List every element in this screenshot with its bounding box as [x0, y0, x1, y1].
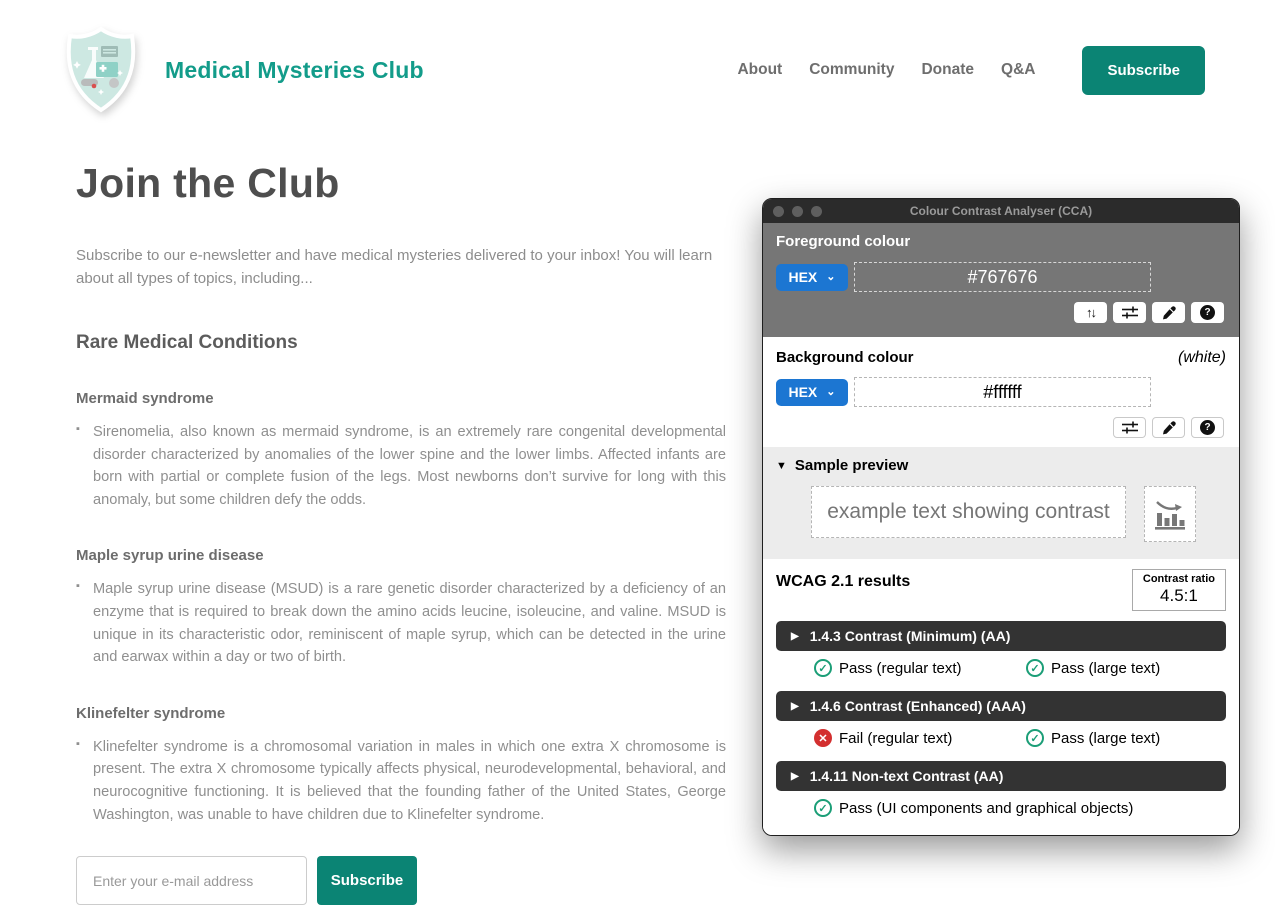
background-colour-label: Background colour [776, 349, 914, 366]
sample-preview-label: Sample preview [794, 457, 909, 474]
pass-check-icon: ✓ [1026, 659, 1044, 677]
help-icon: ? [1200, 420, 1215, 435]
minimize-button[interactable] [792, 206, 803, 217]
brand-title: Medical Mysteries Club [165, 56, 424, 83]
swap-icon: ↑↓ [1086, 305, 1095, 320]
pass-check-icon: ✓ [814, 799, 832, 817]
sample-preview-body [776, 486, 1226, 542]
foreground-hex-row [776, 262, 1226, 292]
nav-item-donate[interactable]: Donate [921, 61, 975, 78]
pass-check-icon: ✓ [814, 659, 832, 677]
site-header [0, 0, 1275, 114]
outcome-large-text [1026, 729, 1160, 747]
outcome-label: Pass (large text) [1051, 659, 1161, 677]
cca-titlebar[interactable] [763, 199, 1239, 223]
foreground-colour-section [763, 223, 1239, 337]
background-help-button[interactable] [1191, 417, 1224, 438]
swap-colours-button[interactable] [1074, 302, 1107, 323]
section-title: Rare Medical Conditions [76, 332, 298, 353]
collapse-triangle-icon: ▼ [776, 459, 787, 472]
test-bar-1-4-6[interactable] [776, 691, 1226, 721]
intro-paragraph: Subscribe to our e-newsletter and have medical mysteries delivered to your inbox! You will learn about all types of topics, including... [76, 247, 713, 287]
background-label-row [776, 349, 1226, 367]
wcag-results-section [763, 559, 1239, 835]
condition-description: ▪ Maple syrup urine disease (MSUD) is a rare genetic disorder characterized by a deficiency of an enzyme that is required to break down the amino acids leucine, isoleucine, and valine. MSUD is unique in its characteristic odor, reminiscent of maple syrup, which can be detected in the urine and earwax within a day or two of birth. [76, 578, 726, 668]
contrast-ratio-box [1132, 569, 1226, 611]
outcome-large-text [1026, 659, 1160, 677]
nav-item-qa[interactable]: Q&A [1001, 61, 1036, 78]
expand-triangle-icon: ▶ [791, 630, 799, 642]
results-header [776, 569, 1226, 611]
header-subscribe-button[interactable]: Subscribe [1082, 46, 1205, 95]
background-tools [776, 417, 1226, 438]
main-content [76, 160, 726, 909]
foreground-tools [776, 302, 1226, 323]
fail-cross-icon: ✕ [814, 729, 832, 747]
sliders-icon [1122, 421, 1138, 435]
eyedropper-button[interactable] [1152, 302, 1185, 323]
close-button[interactable] [773, 206, 784, 217]
sliders-icon [1122, 306, 1138, 320]
condition-list [76, 421, 726, 511]
outcome-ui-components [814, 799, 1133, 817]
results-title: WCAG 2.1 results [776, 573, 911, 590]
sample-preview-toggle[interactable] [776, 457, 1226, 474]
outcome-regular-text [814, 729, 1026, 747]
test-name: 1.4.11 Non-text Contrast (AA) [809, 768, 1004, 784]
form-subscribe-button[interactable]: Subscribe [317, 856, 417, 905]
cca-window [762, 198, 1240, 836]
eyedropper-icon [1162, 306, 1176, 320]
chevron-down-icon: ⌄ [826, 385, 836, 398]
condition-list [76, 578, 726, 668]
nav-item-community[interactable]: Community [809, 61, 895, 78]
adjust-colour-button[interactable] [1113, 417, 1146, 438]
nav-item-about[interactable]: About [737, 61, 783, 78]
expand-triangle-icon: ▶ [791, 770, 799, 782]
foreground-format-select[interactable] [776, 264, 848, 291]
sample-text-box: example text showing contrast [811, 486, 1126, 538]
outcome-label: Pass (large text) [1051, 729, 1161, 747]
background-hex-row [776, 377, 1226, 407]
background-colour-name: (white) [1177, 349, 1226, 366]
sample-preview-section [763, 447, 1239, 559]
background-format-select[interactable] [776, 379, 848, 406]
outcome-label: Pass (regular text) [839, 659, 962, 677]
test-outcomes-1-4-11 [776, 791, 1226, 821]
newsletter-signup-form [76, 856, 726, 905]
foreground-colour-label: Foreground colour [776, 233, 911, 250]
test-bar-1-4-3[interactable] [776, 621, 1226, 651]
contrast-ratio-label: Contrast ratio [1142, 573, 1215, 585]
expand-triangle-icon: ▶ [791, 700, 799, 712]
foreground-help-button[interactable] [1191, 302, 1224, 323]
condition-heading-msud: Maple syrup urine disease [76, 547, 264, 565]
background-colour-section [763, 337, 1239, 447]
chevron-down-icon: ⌄ [826, 270, 836, 283]
test-name: 1.4.3 Contrast (Minimum) (AA) [809, 628, 1011, 644]
eyedropper-icon [1162, 421, 1176, 435]
outcome-regular-text [814, 659, 1026, 677]
bar-chart-icon [1153, 496, 1187, 532]
main-nav [737, 46, 1205, 95]
club-logo-shield-icon [63, 26, 139, 114]
outcome-label: Pass (UI components and graphical objects) [839, 799, 1134, 817]
adjust-colour-button[interactable] [1113, 302, 1146, 323]
zoom-button[interactable] [811, 206, 822, 217]
foreground-format-value: HEX [788, 269, 818, 285]
outcome-label: Fail (regular text) [839, 729, 953, 747]
test-bar-1-4-11[interactable] [776, 761, 1226, 791]
page-title: Join the Club [76, 160, 340, 206]
pass-check-icon: ✓ [1026, 729, 1044, 747]
condition-list [76, 736, 726, 826]
sample-graphics-button[interactable] [1144, 486, 1196, 542]
test-outcomes-1-4-3 [776, 651, 1226, 681]
help-icon: ? [1200, 305, 1215, 320]
condition-description: ▪ Sirenomelia, also known as mermaid syndrome, is an extremely rare congenital developmental disorder characterized by anomalies of the lower spine and the lower limbs. Affected infants are born with partial or complete fusion of the legs. Most newborns don’t survive for long with this anomaly, but some children defy the odds. [76, 421, 726, 511]
email-input[interactable] [76, 856, 307, 905]
eyedropper-button[interactable] [1152, 417, 1185, 438]
window-controls [773, 199, 822, 223]
condition-description: ▪ Klinefelter syndrome is a chromosomal variation in males in which one extra X chromosome is present. The extra X chromosome typically affects physical, neurodevelopmental, behavioral, and neurocognitive functioning. It is believed that the founding father of the United States, George Washington, was unable to have children due to Klinefelter syndrome. [76, 736, 726, 826]
condition-heading-mermaid: Mermaid syndrome [76, 390, 214, 407]
condition-heading-klinefelter: Klinefelter syndrome [76, 704, 226, 722]
background-hex-input[interactable] [854, 377, 1151, 407]
contrast-ratio-value: 4.5:1 [1160, 586, 1198, 605]
test-outcomes-1-4-6 [776, 721, 1226, 751]
background-format-value: HEX [788, 384, 818, 400]
foreground-hex-input[interactable] [854, 262, 1151, 292]
test-name: 1.4.6 Contrast (Enhanced) (AAA) [809, 698, 1026, 714]
window-title: Colour Contrast Analyser (CCA) [909, 204, 1093, 218]
